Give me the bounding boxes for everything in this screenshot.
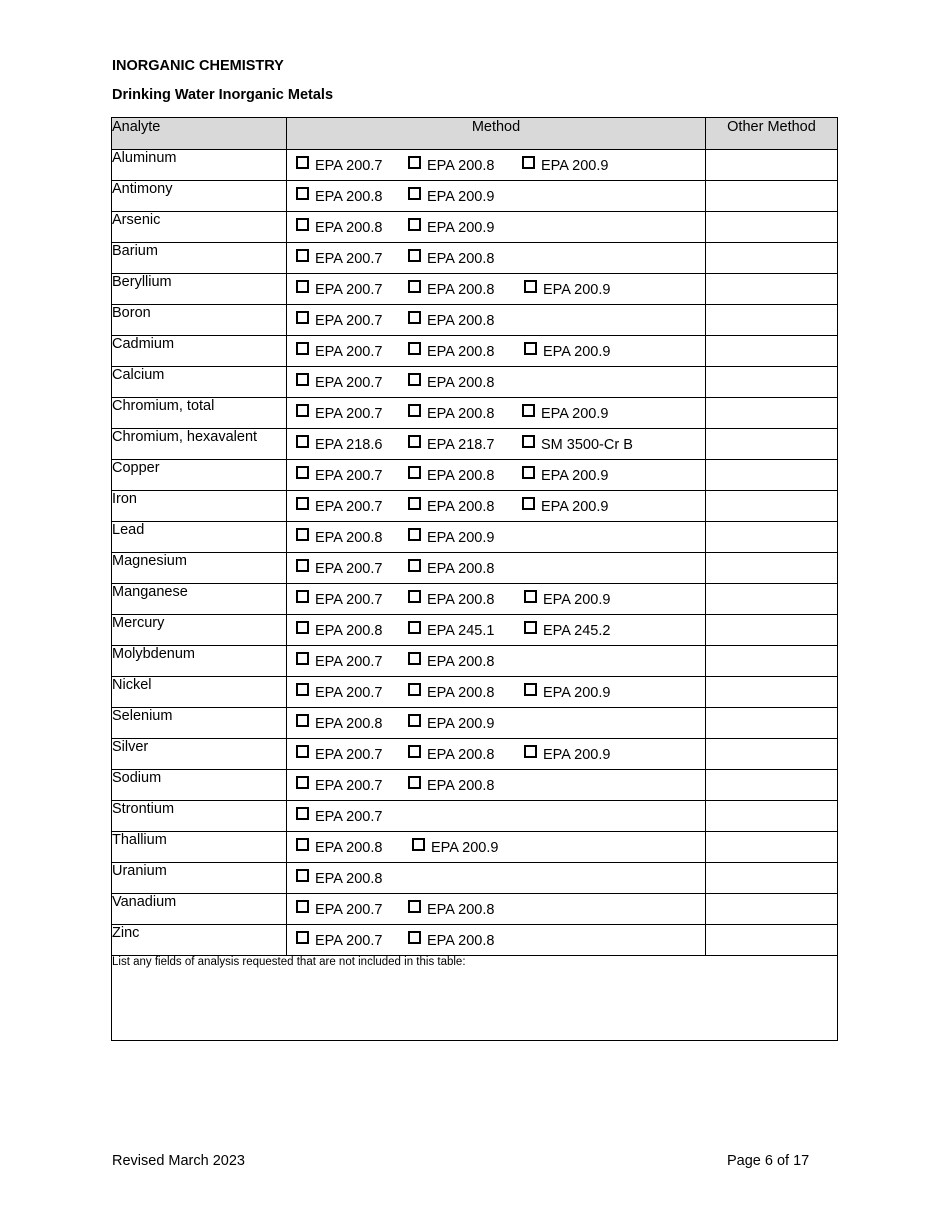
analyte-cell: Iron bbox=[112, 491, 287, 522]
analyte-cell: Chromium, hexavalent bbox=[112, 429, 287, 460]
table-row bbox=[112, 677, 838, 708]
table-row bbox=[112, 305, 838, 336]
analyte-cell: Manganese bbox=[112, 584, 287, 615]
method-option[interactable] bbox=[296, 342, 382, 358]
method-label: EPA 200.7 bbox=[315, 809, 383, 825]
table-row bbox=[112, 739, 838, 770]
analyte-cell: Cadmium bbox=[112, 336, 287, 367]
method-option[interactable] bbox=[524, 745, 610, 761]
method-label: EPA 200.8 bbox=[427, 406, 495, 422]
method-label: EPA 218.7 bbox=[427, 437, 495, 453]
method-checkbox[interactable] bbox=[296, 776, 309, 789]
method-checkbox[interactable] bbox=[296, 590, 309, 603]
method-label: EPA 200.9 bbox=[541, 158, 609, 174]
method-label: EPA 200.9 bbox=[427, 530, 495, 546]
other-method-field[interactable] bbox=[706, 801, 838, 832]
method-option[interactable] bbox=[296, 435, 382, 451]
method-checkbox[interactable] bbox=[408, 900, 421, 913]
table-row bbox=[112, 367, 838, 398]
method-option[interactable] bbox=[296, 683, 382, 699]
method-checkbox[interactable] bbox=[522, 466, 535, 479]
analyte-cell: Molybdenum bbox=[112, 646, 287, 677]
method-checkbox[interactable] bbox=[296, 280, 309, 293]
method-checkbox[interactable] bbox=[296, 466, 309, 479]
analyte-cell: Antimony bbox=[112, 181, 287, 212]
metals-table bbox=[111, 117, 838, 1041]
other-method-field[interactable] bbox=[706, 305, 838, 336]
method-option[interactable] bbox=[296, 869, 382, 885]
table-row bbox=[112, 708, 838, 739]
section-title: INORGANIC CHEMISTRY bbox=[112, 58, 284, 74]
method-label: EPA 200.8 bbox=[315, 871, 383, 887]
table-row bbox=[112, 894, 838, 925]
method-options bbox=[287, 491, 706, 522]
method-label: EPA 200.8 bbox=[427, 747, 495, 763]
method-label: EPA 200.7 bbox=[315, 778, 383, 794]
method-option[interactable] bbox=[296, 528, 382, 544]
method-label: EPA 200.8 bbox=[427, 561, 495, 577]
page-number: Page 6 of 17 bbox=[727, 1153, 810, 1169]
method-label: EPA 200.7 bbox=[315, 561, 383, 577]
method-checkbox[interactable] bbox=[296, 311, 309, 324]
method-option[interactable] bbox=[408, 156, 494, 172]
method-checkbox[interactable] bbox=[296, 342, 309, 355]
method-options bbox=[287, 925, 706, 956]
method-label: EPA 200.7 bbox=[315, 499, 383, 515]
method-options bbox=[287, 553, 706, 584]
other-method-field[interactable] bbox=[706, 460, 838, 491]
method-option[interactable] bbox=[296, 621, 382, 637]
method-option[interactable] bbox=[524, 621, 610, 637]
method-option[interactable] bbox=[408, 249, 494, 265]
method-option[interactable] bbox=[408, 590, 494, 606]
method-option[interactable] bbox=[296, 931, 382, 947]
method-checkbox[interactable] bbox=[524, 745, 537, 758]
other-method-field[interactable] bbox=[706, 925, 838, 956]
method-options bbox=[287, 243, 706, 274]
method-label: EPA 200.9 bbox=[543, 685, 611, 701]
method-label: EPA 200.8 bbox=[315, 623, 383, 639]
table-row bbox=[112, 863, 838, 894]
analyte-cell: Chromium, total bbox=[112, 398, 287, 429]
method-options bbox=[287, 615, 706, 646]
method-checkbox[interactable] bbox=[296, 156, 309, 169]
method-label: EPA 200.9 bbox=[543, 344, 611, 360]
other-method-field[interactable] bbox=[706, 398, 838, 429]
method-option[interactable] bbox=[296, 187, 382, 203]
method-checkbox[interactable] bbox=[408, 714, 421, 727]
other-method-field[interactable] bbox=[706, 274, 838, 305]
method-label: EPA 200.9 bbox=[543, 592, 611, 608]
method-checkbox[interactable] bbox=[296, 683, 309, 696]
method-label: EPA 200.8 bbox=[315, 716, 383, 732]
method-options bbox=[287, 336, 706, 367]
other-method-field[interactable] bbox=[706, 646, 838, 677]
method-checkbox[interactable] bbox=[408, 342, 421, 355]
method-checkbox[interactable] bbox=[408, 683, 421, 696]
table-row bbox=[112, 336, 838, 367]
method-option[interactable] bbox=[408, 311, 494, 327]
method-checkbox[interactable] bbox=[296, 652, 309, 665]
method-checkbox[interactable] bbox=[524, 683, 537, 696]
method-checkbox[interactable] bbox=[408, 218, 421, 231]
analyte-cell: Boron bbox=[112, 305, 287, 336]
method-option[interactable] bbox=[408, 776, 494, 792]
method-options bbox=[287, 894, 706, 925]
method-label: EPA 200.8 bbox=[427, 344, 495, 360]
method-checkbox[interactable] bbox=[408, 280, 421, 293]
method-label: EPA 200.9 bbox=[431, 840, 499, 856]
method-label: EPA 200.7 bbox=[315, 344, 383, 360]
method-checkbox[interactable] bbox=[296, 435, 309, 448]
method-option[interactable] bbox=[524, 590, 610, 606]
method-checkbox[interactable] bbox=[408, 311, 421, 324]
other-method-field[interactable] bbox=[706, 150, 838, 181]
method-label: EPA 200.8 bbox=[427, 778, 495, 794]
method-option[interactable] bbox=[296, 218, 382, 234]
method-option[interactable] bbox=[296, 559, 382, 575]
method-options bbox=[287, 305, 706, 336]
method-option[interactable] bbox=[296, 776, 382, 792]
method-option[interactable] bbox=[408, 714, 494, 730]
method-label: EPA 200.7 bbox=[315, 592, 383, 608]
other-method-field[interactable] bbox=[706, 863, 838, 894]
method-checkbox[interactable] bbox=[408, 776, 421, 789]
table-row bbox=[112, 460, 838, 491]
method-checkbox[interactable] bbox=[296, 404, 309, 417]
other-method-field[interactable] bbox=[706, 367, 838, 398]
method-label: EPA 200.9 bbox=[427, 220, 495, 236]
method-label: EPA 200.8 bbox=[315, 840, 383, 856]
method-option[interactable] bbox=[408, 931, 494, 947]
other-method-field[interactable] bbox=[706, 429, 838, 460]
table-row bbox=[112, 646, 838, 677]
method-option[interactable] bbox=[408, 342, 494, 358]
method-option[interactable] bbox=[408, 466, 494, 482]
analyte-cell: Beryllium bbox=[112, 274, 287, 305]
method-option[interactable] bbox=[408, 435, 494, 451]
method-option[interactable] bbox=[296, 404, 382, 420]
method-checkbox[interactable] bbox=[412, 838, 425, 851]
method-label: EPA 200.7 bbox=[315, 282, 383, 298]
analyte-cell: Vanadium bbox=[112, 894, 287, 925]
method-label: EPA 200.8 bbox=[315, 220, 383, 236]
other-method-field[interactable] bbox=[706, 336, 838, 367]
method-checkbox[interactable] bbox=[408, 931, 421, 944]
method-option[interactable] bbox=[524, 683, 610, 699]
other-method-field[interactable] bbox=[706, 553, 838, 584]
method-option[interactable] bbox=[408, 683, 494, 699]
method-options bbox=[287, 584, 706, 615]
method-option[interactable] bbox=[408, 218, 494, 234]
method-checkbox[interactable] bbox=[408, 652, 421, 665]
method-options bbox=[287, 801, 706, 832]
method-label: EPA 200.8 bbox=[315, 189, 383, 205]
analyte-cell: Thallium bbox=[112, 832, 287, 863]
method-options bbox=[287, 274, 706, 305]
other-method-field[interactable] bbox=[706, 584, 838, 615]
method-checkbox[interactable] bbox=[524, 280, 537, 293]
method-checkbox[interactable] bbox=[296, 187, 309, 200]
method-checkbox[interactable] bbox=[524, 590, 537, 603]
method-option[interactable] bbox=[296, 900, 382, 916]
method-option[interactable] bbox=[408, 621, 494, 637]
method-options bbox=[287, 367, 706, 398]
method-option[interactable] bbox=[408, 404, 494, 420]
other-method-field[interactable] bbox=[706, 243, 838, 274]
method-label: EPA 200.8 bbox=[427, 592, 495, 608]
method-label: EPA 200.8 bbox=[427, 654, 495, 670]
method-option[interactable] bbox=[408, 652, 494, 668]
method-checkbox[interactable] bbox=[524, 342, 537, 355]
method-label: EPA 200.7 bbox=[315, 933, 383, 949]
method-option[interactable] bbox=[524, 342, 610, 358]
method-option[interactable] bbox=[408, 900, 494, 916]
method-option[interactable] bbox=[522, 435, 633, 451]
table-row bbox=[112, 522, 838, 553]
method-option[interactable] bbox=[296, 745, 382, 761]
method-option[interactable] bbox=[296, 280, 382, 296]
method-options bbox=[287, 863, 706, 894]
method-label: EPA 245.1 bbox=[427, 623, 495, 639]
header-method: Method bbox=[287, 118, 706, 150]
method-option[interactable] bbox=[296, 249, 382, 265]
method-label: EPA 200.7 bbox=[315, 406, 383, 422]
method-checkbox[interactable] bbox=[408, 249, 421, 262]
notes-label: List any fields of analysis requested that are not included in this table: bbox=[112, 956, 466, 968]
method-options bbox=[287, 398, 706, 429]
other-method-field[interactable] bbox=[706, 894, 838, 925]
method-label: EPA 245.2 bbox=[543, 623, 611, 639]
header-other-method: Other Method bbox=[706, 118, 838, 150]
table-row bbox=[112, 150, 838, 181]
analyte-cell: Strontium bbox=[112, 801, 287, 832]
analyte-cell: Copper bbox=[112, 460, 287, 491]
method-label: EPA 200.7 bbox=[315, 158, 383, 174]
method-label: EPA 200.7 bbox=[315, 902, 383, 918]
table-row bbox=[112, 491, 838, 522]
method-label: EPA 200.8 bbox=[427, 468, 495, 484]
other-method-field[interactable] bbox=[706, 522, 838, 553]
method-option[interactable] bbox=[408, 745, 494, 761]
analyte-cell: Uranium bbox=[112, 863, 287, 894]
analyte-cell: Mercury bbox=[112, 615, 287, 646]
revision-date: Revised March 2023 bbox=[112, 1153, 245, 1169]
table-row bbox=[112, 398, 838, 429]
method-option[interactable] bbox=[296, 652, 382, 668]
table-row bbox=[112, 212, 838, 243]
method-checkbox[interactable] bbox=[408, 466, 421, 479]
method-checkbox[interactable] bbox=[296, 714, 309, 727]
table-title: Drinking Water Inorganic Metals bbox=[112, 87, 334, 103]
analyte-cell: Calcium bbox=[112, 367, 287, 398]
other-method-field[interactable] bbox=[706, 832, 838, 863]
method-checkbox[interactable] bbox=[296, 528, 309, 541]
analyte-cell: Aluminum bbox=[112, 150, 287, 181]
table-row bbox=[112, 615, 838, 646]
method-label: EPA 200.8 bbox=[427, 251, 495, 267]
table-row bbox=[112, 801, 838, 832]
other-method-field[interactable] bbox=[706, 181, 838, 212]
method-label: EPA 200.7 bbox=[315, 375, 383, 391]
method-option[interactable] bbox=[296, 497, 382, 513]
analyte-cell: Selenium bbox=[112, 708, 287, 739]
table-row bbox=[112, 429, 838, 460]
method-checkbox[interactable] bbox=[296, 559, 309, 572]
method-checkbox[interactable] bbox=[296, 838, 309, 851]
method-checkbox[interactable] bbox=[296, 218, 309, 231]
method-label: EPA 200.7 bbox=[315, 468, 383, 484]
analyte-cell: Arsenic bbox=[112, 212, 287, 243]
method-label: EPA 200.7 bbox=[315, 654, 383, 670]
method-label: EPA 200.8 bbox=[427, 902, 495, 918]
analyte-cell: Barium bbox=[112, 243, 287, 274]
other-method-field[interactable] bbox=[706, 708, 838, 739]
analyte-cell: Magnesium bbox=[112, 553, 287, 584]
method-label: EPA 200.9 bbox=[541, 468, 609, 484]
method-checkbox[interactable] bbox=[408, 590, 421, 603]
method-option[interactable] bbox=[296, 590, 382, 606]
method-label: EPA 200.8 bbox=[427, 499, 495, 515]
method-label: EPA 200.7 bbox=[315, 313, 383, 329]
other-method-field[interactable] bbox=[706, 491, 838, 522]
method-options bbox=[287, 646, 706, 677]
method-options bbox=[287, 739, 706, 770]
method-options bbox=[287, 150, 706, 181]
other-method-field[interactable] bbox=[706, 615, 838, 646]
method-checkbox[interactable] bbox=[296, 869, 309, 882]
table-row bbox=[112, 832, 838, 863]
method-label: EPA 200.8 bbox=[427, 282, 495, 298]
method-options bbox=[287, 181, 706, 212]
method-options bbox=[287, 522, 706, 553]
method-option[interactable] bbox=[296, 373, 382, 389]
method-label: EPA 200.8 bbox=[315, 530, 383, 546]
method-option[interactable] bbox=[522, 404, 608, 420]
method-option[interactable] bbox=[408, 497, 494, 513]
method-checkbox[interactable] bbox=[522, 156, 535, 169]
method-option[interactable] bbox=[408, 528, 494, 544]
method-option[interactable] bbox=[408, 373, 494, 389]
method-checkbox[interactable] bbox=[524, 621, 537, 634]
analyte-cell: Sodium bbox=[112, 770, 287, 801]
method-label: EPA 200.8 bbox=[427, 375, 495, 391]
method-options bbox=[287, 677, 706, 708]
table-header-row bbox=[112, 118, 838, 150]
notes-row bbox=[112, 956, 838, 1041]
method-label: EPA 218.6 bbox=[315, 437, 383, 453]
method-checkbox[interactable] bbox=[408, 497, 421, 510]
method-label: EPA 200.9 bbox=[543, 282, 611, 298]
other-method-field[interactable] bbox=[706, 739, 838, 770]
method-checkbox[interactable] bbox=[296, 249, 309, 262]
method-option[interactable] bbox=[522, 497, 608, 513]
method-checkbox[interactable] bbox=[408, 559, 421, 572]
method-options bbox=[287, 832, 706, 863]
method-option[interactable] bbox=[522, 466, 608, 482]
method-options bbox=[287, 429, 706, 460]
method-label: EPA 200.9 bbox=[541, 499, 609, 515]
method-checkbox[interactable] bbox=[296, 900, 309, 913]
method-checkbox[interactable] bbox=[408, 621, 421, 634]
method-checkbox[interactable] bbox=[296, 497, 309, 510]
analyte-cell: Silver bbox=[112, 739, 287, 770]
method-checkbox[interactable] bbox=[408, 528, 421, 541]
header-analyte: Analyte bbox=[112, 118, 287, 150]
method-label: EPA 200.8 bbox=[427, 685, 495, 701]
method-checkbox[interactable] bbox=[408, 373, 421, 386]
method-option[interactable] bbox=[412, 838, 498, 854]
method-checkbox[interactable] bbox=[408, 745, 421, 758]
other-method-field[interactable] bbox=[706, 770, 838, 801]
method-option[interactable] bbox=[296, 807, 382, 823]
method-label: EPA 200.8 bbox=[427, 933, 495, 949]
table-row bbox=[112, 770, 838, 801]
other-method-field[interactable] bbox=[706, 212, 838, 243]
method-option[interactable] bbox=[408, 280, 494, 296]
method-options bbox=[287, 770, 706, 801]
method-checkbox[interactable] bbox=[408, 187, 421, 200]
method-label: EPA 200.8 bbox=[427, 158, 495, 174]
table-row bbox=[112, 181, 838, 212]
method-option[interactable] bbox=[524, 280, 610, 296]
method-checkbox[interactable] bbox=[408, 156, 421, 169]
analyte-cell: Zinc bbox=[112, 925, 287, 956]
notes-field[interactable] bbox=[112, 956, 838, 1041]
method-option[interactable] bbox=[296, 838, 382, 854]
method-checkbox[interactable] bbox=[408, 404, 421, 417]
method-checkbox[interactable] bbox=[522, 497, 535, 510]
method-label: EPA 200.9 bbox=[543, 747, 611, 763]
other-method-field[interactable] bbox=[706, 677, 838, 708]
method-options bbox=[287, 708, 706, 739]
method-checkbox[interactable] bbox=[522, 404, 535, 417]
method-label: EPA 200.7 bbox=[315, 251, 383, 267]
table-row bbox=[112, 274, 838, 305]
method-option[interactable] bbox=[522, 156, 608, 172]
method-option[interactable] bbox=[408, 187, 494, 203]
method-option[interactable] bbox=[296, 714, 382, 730]
table-row bbox=[112, 553, 838, 584]
method-checkbox[interactable] bbox=[522, 435, 535, 448]
method-label: EPA 200.8 bbox=[427, 313, 495, 329]
method-checkbox[interactable] bbox=[296, 373, 309, 386]
table-row bbox=[112, 584, 838, 615]
method-label: EPA 200.7 bbox=[315, 747, 383, 763]
analyte-cell: Nickel bbox=[112, 677, 287, 708]
method-label: EPA 200.9 bbox=[427, 189, 495, 205]
method-option[interactable] bbox=[296, 311, 382, 327]
method-checkbox[interactable] bbox=[296, 807, 309, 820]
table-row bbox=[112, 243, 838, 274]
method-checkbox[interactable] bbox=[296, 931, 309, 944]
method-options bbox=[287, 460, 706, 491]
method-option[interactable] bbox=[408, 559, 494, 575]
table-row bbox=[112, 925, 838, 956]
analyte-cell: Lead bbox=[112, 522, 287, 553]
method-label: SM 3500-Cr B bbox=[541, 437, 633, 453]
method-checkbox[interactable] bbox=[296, 745, 309, 758]
method-options bbox=[287, 212, 706, 243]
method-checkbox[interactable] bbox=[408, 435, 421, 448]
method-label: EPA 200.9 bbox=[427, 716, 495, 732]
method-option[interactable] bbox=[296, 466, 382, 482]
method-label: EPA 200.7 bbox=[315, 685, 383, 701]
method-checkbox[interactable] bbox=[296, 621, 309, 634]
method-option[interactable] bbox=[296, 156, 382, 172]
method-label: EPA 200.9 bbox=[541, 406, 609, 422]
